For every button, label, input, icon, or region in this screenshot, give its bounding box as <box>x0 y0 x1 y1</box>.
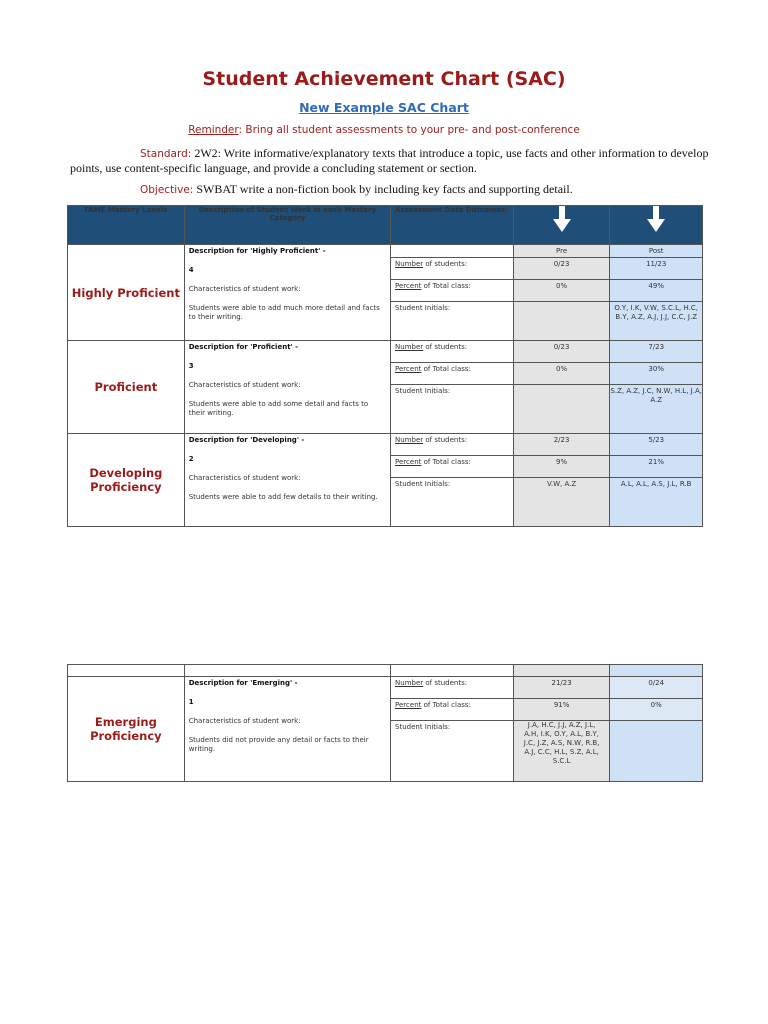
desc-title: Description for 'Developing' - <box>188 436 305 444</box>
arrow-down-icon <box>553 206 571 232</box>
desc-title: Description for 'Proficient' - <box>188 343 299 351</box>
description-cell <box>184 341 390 434</box>
pre-initials: V.W, A.Z <box>513 478 610 527</box>
arrow-down-icon <box>647 206 665 232</box>
header-pre-arrow <box>513 206 610 245</box>
header-description: Description of Student Work in each Mastery Category <box>184 206 390 245</box>
post-number: 0/24 <box>610 677 703 699</box>
post-initials: O.Y, I.K, V.W, S.C.L, H.C, B.Y, A.Z, A.J, J.J, C.C, J.Z <box>610 302 703 341</box>
measure-number: Number of students: <box>391 258 514 280</box>
description-cell <box>184 677 390 782</box>
desc-score: 4 <box>188 266 194 274</box>
measure-percent: Percent of Total class: <box>391 699 514 721</box>
pre-number: 2/23 <box>513 434 610 456</box>
table-header-row <box>68 206 703 245</box>
desc-characteristics: Characteristics of student work: <box>188 474 301 482</box>
pre-percent: 9% <box>513 456 610 478</box>
pre-initials <box>513 385 610 434</box>
measure-percent: Percent of Total class: <box>391 363 514 385</box>
objective-label: Objective: <box>140 184 194 196</box>
post-number: 5/23 <box>610 434 703 456</box>
pre-number: 0/23 <box>513 258 610 280</box>
measure-number: Number of students: <box>391 341 514 363</box>
table-row <box>68 341 703 363</box>
measure-initials: Student Initials: <box>391 302 514 341</box>
post-initials: S.Z, A.Z, J.C, N.W, H.L, J.A, A.Z <box>610 385 703 434</box>
level-proficient: Proficient <box>68 341 185 434</box>
level-highly-proficient: Highly Proficient <box>68 245 185 341</box>
table-row <box>68 245 703 258</box>
pre-initials <box>513 302 610 341</box>
post-percent: 0% <box>610 699 703 721</box>
post-number: 11/23 <box>610 258 703 280</box>
measure-initials: Student Initials: <box>391 721 514 782</box>
measure-percent: Percent of Total class: <box>391 456 514 478</box>
post-initials: A.L, A.L, A.S, J.L, R.B <box>610 478 703 527</box>
desc-text: Students did not provide any detail or facts to their writing. <box>188 736 369 753</box>
standard-text: 2W2: Write informative/explanatory texts that introduce a topic, use facts and other information to develop points, use content-specific language, and provide a concluding statement or section. <box>70 146 709 175</box>
pre-label: Pre <box>513 245 610 258</box>
page-title: Student Achievement Chart (SAC) <box>202 68 566 90</box>
desc-title: Description for 'Highly Proficient' - <box>188 247 326 255</box>
measure-initials: Student Initials: <box>391 478 514 527</box>
post-initials <box>610 721 703 782</box>
desc-text: Students were able to add much more detail and facts to their writing. <box>188 304 380 321</box>
measure-initials: Student Initials: <box>391 385 514 434</box>
level-emerging-proficiency: Emerging Proficiency <box>68 677 185 782</box>
pre-number: 21/23 <box>513 677 610 699</box>
pre-percent: 0% <box>513 363 610 385</box>
reminder-text: : Bring all student assessments to your pre- and post-conference <box>238 124 580 136</box>
header-post-arrow <box>610 206 703 245</box>
desc-score: 2 <box>188 455 194 463</box>
post-number: 7/23 <box>610 341 703 363</box>
pre-percent: 0% <box>513 280 610 302</box>
desc-characteristics: Characteristics of student work: <box>188 381 301 389</box>
measure-number: Number of students: <box>391 434 514 456</box>
standard <box>70 146 710 175</box>
objective <box>140 182 573 197</box>
table-row <box>68 665 703 677</box>
sac-table <box>67 205 703 527</box>
desc-score: 1 <box>188 698 194 706</box>
description-cell <box>184 434 390 527</box>
post-percent: 21% <box>610 456 703 478</box>
reminder <box>0 124 768 136</box>
measure-number: Number of students: <box>391 677 514 699</box>
measure-percent: Percent of Total class: <box>391 280 514 302</box>
post-percent: 49% <box>610 280 703 302</box>
reminder-label: Reminder <box>188 124 239 136</box>
desc-title: Description for 'Emerging' - <box>188 679 298 687</box>
sac-table-continued <box>67 664 703 782</box>
pre-initials: J.A, H.C, J.J, A.Z, J.L, A.H, I.K, O.Y, A.L, B.Y, J.C, J.Z, A.S, N.W, R.B, A.J, C.C, H.L, S.Z, A.L, S.C.L <box>513 721 610 782</box>
standard-label: Standard: <box>140 148 192 160</box>
objective-text: SWBAT write a non-fiction book by including key facts and supporting detail. <box>196 182 573 196</box>
pre-number: 0/23 <box>513 341 610 363</box>
desc-text: Students were able to add some detail and facts to their writing. <box>188 400 369 417</box>
desc-score: 3 <box>188 362 194 370</box>
table-row <box>68 677 703 699</box>
description-cell <box>184 245 390 341</box>
desc-text: Students were able to add few details to their writing. <box>188 493 378 501</box>
post-label: Post <box>610 245 703 258</box>
pre-percent: 91% <box>513 699 610 721</box>
level-developing-proficiency: Developing Proficiency <box>68 434 185 527</box>
table-row <box>68 434 703 456</box>
header-outcomes: Assessment Data Outcomes: <box>391 206 514 245</box>
desc-characteristics: Characteristics of student work: <box>188 285 301 293</box>
header-levels: FAME Mastery Levels <box>68 206 185 245</box>
subtitle-link[interactable]: New Example SAC Chart <box>299 100 469 115</box>
post-percent: 30% <box>610 363 703 385</box>
desc-characteristics: Characteristics of student work: <box>188 717 301 725</box>
